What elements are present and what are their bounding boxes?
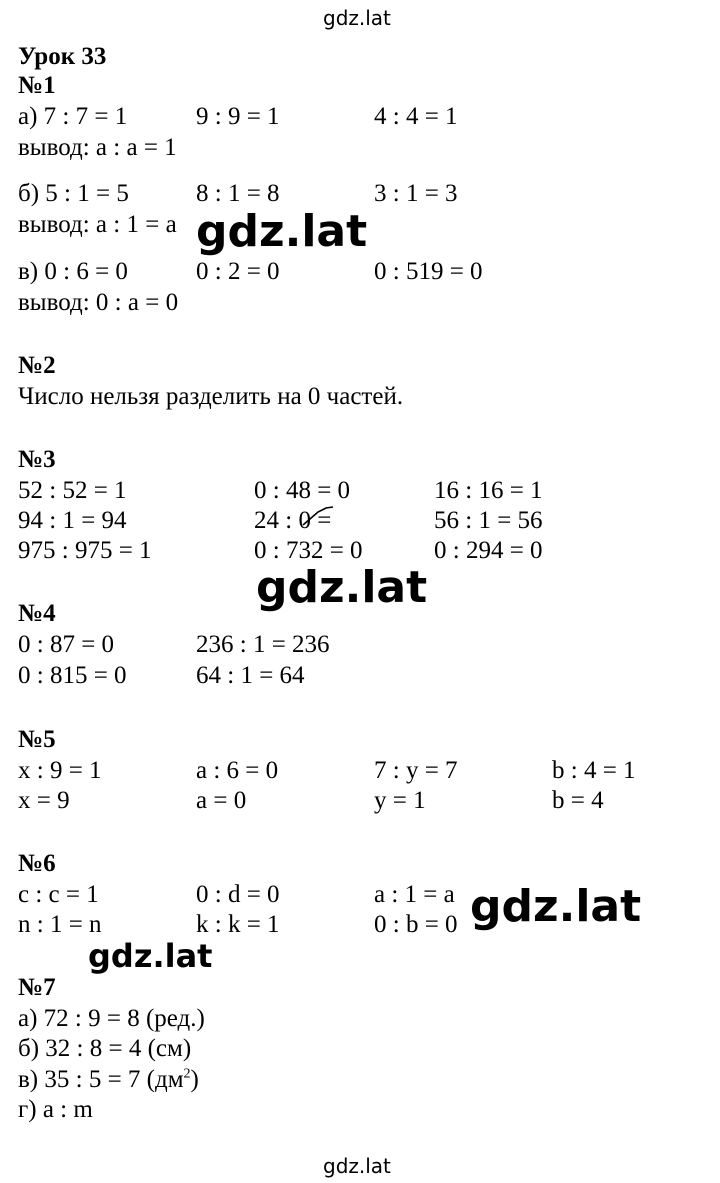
ex5-r1-c2: a : 6 = 0 bbox=[196, 757, 279, 784]
ex7-a: а) 72 : 9 = 8 (ред.) bbox=[18, 1005, 205, 1032]
ex3-r1-c3: 16 : 16 = 1 bbox=[434, 477, 543, 504]
ex5-r1-c4: b : 4 = 1 bbox=[552, 757, 636, 784]
ex1-c-conclusion: вывод: 0 : a = 0 bbox=[18, 289, 179, 316]
ex6-r1-c1: c : c = 1 bbox=[18, 881, 99, 908]
ex6-r2-c3: 0 : b = 0 bbox=[374, 911, 458, 938]
watermark-4: gdz.lat bbox=[88, 937, 213, 975]
ex5-r2-c2: a = 0 bbox=[196, 787, 247, 814]
ex6-r2-c2: k : k = 1 bbox=[196, 911, 280, 938]
lesson-title: Урок 33 bbox=[18, 43, 107, 70]
ex3-r2-c3: 56 : 1 = 56 bbox=[434, 507, 543, 534]
ex1-a-1: а) 7 : 7 = 1 bbox=[18, 103, 128, 130]
ex7-c-close: ) bbox=[190, 1066, 199, 1093]
ex5-number: №5 bbox=[18, 726, 56, 753]
ex5-r1-c1: x : 9 = 1 bbox=[18, 757, 102, 784]
ex6-r1-c2: 0 : d = 0 bbox=[196, 881, 280, 908]
ex3-number: №3 bbox=[18, 446, 56, 473]
ex5-r2-c4: b = 4 bbox=[552, 787, 604, 814]
ex6-number: №6 bbox=[18, 850, 56, 877]
ex1-a-conclusion: вывод: a : a = 1 bbox=[18, 134, 177, 161]
ex1-b-3: 3 : 1 = 3 bbox=[374, 180, 458, 207]
ex7-c-superscript: 2 bbox=[183, 1066, 191, 1082]
ex2-text: Число нельзя разделить на 0 частей. bbox=[18, 383, 404, 410]
ex1-c-1: в) 0 : 6 = 0 bbox=[18, 258, 128, 285]
ex4-r2-c1: 0 : 815 = 0 bbox=[18, 662, 127, 689]
ex7-c bbox=[18, 1067, 199, 1092]
ex4-r2-c2: 64 : 1 = 64 bbox=[196, 662, 305, 689]
ex1-a-3: 4 : 4 = 1 bbox=[374, 103, 458, 130]
ex7-c-text: в) 35 : 5 = 7 (дм bbox=[18, 1066, 184, 1093]
ex3-r1-c2: 0 : 48 = 0 bbox=[254, 477, 351, 504]
watermark-1: gdz.lat bbox=[196, 206, 368, 257]
ex1-b-conclusion: вывод: a : 1 = a bbox=[18, 211, 177, 238]
watermark-top: gdz.lat bbox=[323, 6, 391, 30]
ex1-b-2: 8 : 1 = 8 bbox=[196, 180, 280, 207]
ex4-r1-c2: 236 : 1 = 236 bbox=[196, 631, 330, 658]
ex7-d: г) a : m bbox=[18, 1096, 93, 1123]
ex1-c-2: 0 : 2 = 0 bbox=[196, 258, 280, 285]
ex3-r1-c1: 52 : 52 = 1 bbox=[18, 477, 127, 504]
ex3-r2-c2: 24 : 0 = bbox=[254, 507, 332, 534]
ex4-number: №4 bbox=[18, 600, 56, 627]
strike-mark-icon bbox=[300, 506, 336, 528]
ex1-a-2: 9 : 9 = 1 bbox=[196, 103, 280, 130]
ex2-number: №2 bbox=[18, 352, 56, 379]
ex3-r3-c3: 0 : 294 = 0 bbox=[434, 537, 543, 564]
ex3-r3-c1: 975 : 975 = 1 bbox=[18, 537, 152, 564]
ex4-r1-c1: 0 : 87 = 0 bbox=[18, 631, 115, 658]
ex1-number: №1 bbox=[18, 72, 56, 99]
ex6-r2-c1: n : 1 = n bbox=[18, 911, 102, 938]
ex6-r1-c3: a : 1 = a bbox=[374, 881, 455, 908]
ex5-r1-c3: 7 : y = 7 bbox=[374, 757, 458, 784]
ex5-r2-c3: y = 1 bbox=[374, 787, 426, 814]
ex3-r3-c2: 0 : 732 = 0 bbox=[254, 537, 363, 564]
ex7-number: №7 bbox=[18, 974, 56, 1001]
ex1-c-3: 0 : 519 = 0 bbox=[374, 258, 483, 285]
ex5-r2-c1: x = 9 bbox=[18, 787, 70, 814]
watermark-2: gdz.lat bbox=[256, 562, 428, 613]
ex3-r2-c1: 94 : 1 = 94 bbox=[18, 507, 127, 534]
watermark-bottom: gdz.lat bbox=[323, 1154, 391, 1178]
watermark-3: gdz.lat bbox=[470, 881, 642, 932]
ex1-b-1: б) 5 : 1 = 5 bbox=[18, 180, 129, 207]
ex7-b: б) 32 : 8 = 4 (см) bbox=[18, 1035, 192, 1062]
